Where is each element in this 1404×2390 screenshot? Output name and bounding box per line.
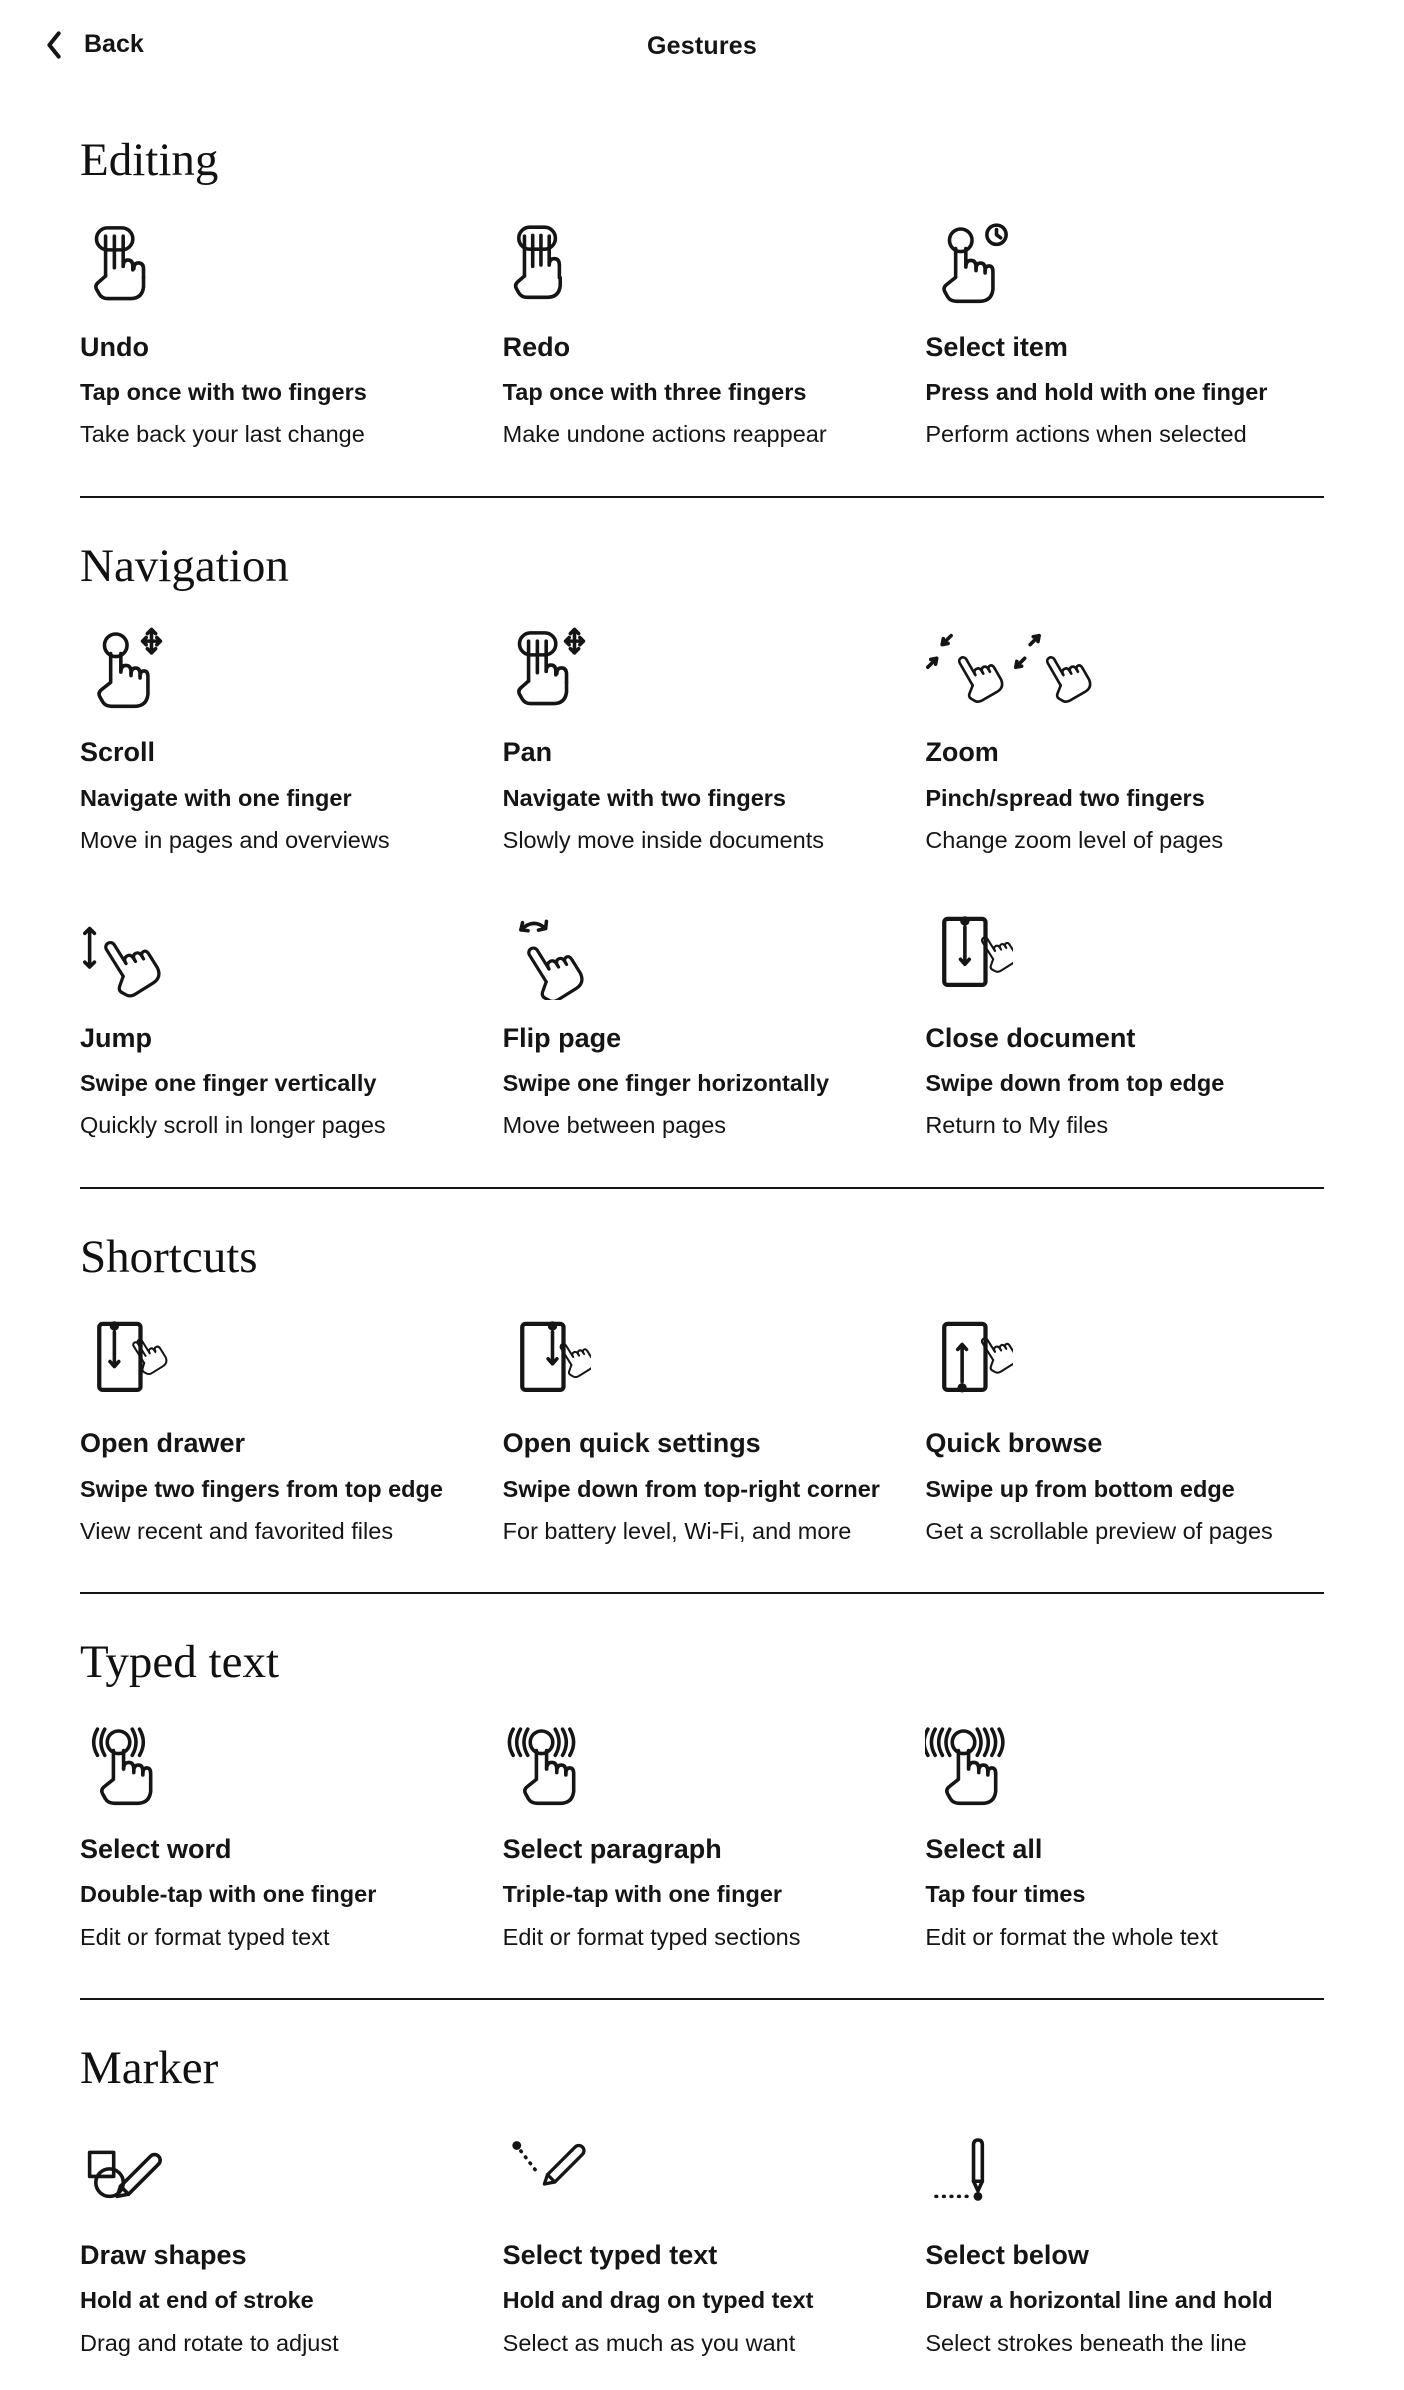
gesture-subtitle: Swipe one finger horizontally: [502, 1069, 830, 1096]
back-label: Back: [84, 30, 144, 58]
gesture-card-jump: [80, 912, 479, 1141]
section-divider: [80, 1592, 1324, 1594]
gesture-description: Get a scrollable preview of pages: [925, 1518, 1273, 1545]
gesture-subtitle: Hold at end of stroke: [80, 2287, 314, 2314]
gesture-grid: [80, 1723, 1324, 1952]
gesture-subtitle: Swipe one finger vertically: [80, 1069, 377, 1096]
tablet-two-finger-swipe-icon: [80, 1317, 479, 1415]
tablet-swipe-up-icon: [925, 1317, 1324, 1415]
pencil-drag-icon: [503, 2129, 902, 2227]
section-marker: [80, 2042, 1324, 2358]
gesture-description: For battery level, Wi-Fi, and more: [502, 1518, 852, 1545]
two-finger-move-icon: [503, 626, 902, 724]
three-finger-tap-icon: [503, 221, 902, 319]
gesture-card-select-typed-text: [503, 2129, 902, 2358]
tablet-corner-swipe-icon: [503, 1317, 902, 1415]
gesture-card-select-all: [925, 1723, 1324, 1952]
gesture-subtitle: Draw a horizontal line and hold: [925, 2287, 1273, 2314]
gesture-description: Slowly move inside documents: [502, 827, 824, 854]
page-title: Gestures: [647, 32, 757, 60]
one-finger-move-icon: [80, 626, 479, 724]
gesture-subtitle: Swipe down from top edge: [925, 1069, 1225, 1096]
gesture-title: Draw shapes: [80, 2239, 247, 2270]
gesture-description: Quickly scroll in longer pages: [80, 1112, 386, 1139]
gesture-grid: [80, 2129, 1324, 2358]
gesture-description: Move between pages: [502, 1112, 727, 1139]
back-chevron-icon: [44, 31, 64, 59]
gesture-description: View recent and favorited files: [80, 1518, 394, 1545]
press-hold-clock-icon: [925, 221, 1324, 319]
gesture-subtitle: Tap four times: [925, 1881, 1086, 1908]
gesture-title: Open drawer: [80, 1428, 246, 1459]
gesture-subtitle: Pinch/spread two fingers: [925, 784, 1205, 811]
gesture-card-select-below: [925, 2129, 1324, 2358]
section-shortcuts: [80, 1231, 1324, 1547]
gesture-title: Redo: [502, 331, 571, 362]
gesture-card-redo: [503, 221, 902, 450]
gesture-subtitle: Swipe two fingers from top edge: [80, 1475, 443, 1502]
gesture-description: Take back your last change: [80, 421, 365, 448]
back-button[interactable]: [44, 30, 144, 59]
gesture-subtitle: Navigate with one finger: [80, 784, 352, 811]
gesture-description: Edit or format typed sections: [502, 1923, 801, 1950]
pinch-spread-icon: [925, 626, 1324, 724]
section-heading: Navigation: [80, 539, 289, 592]
gesture-subtitle: Tap once with two fingers: [80, 379, 367, 406]
gesture-title: Quick browse: [925, 1428, 1103, 1459]
gesture-description: Change zoom level of pages: [925, 827, 1224, 854]
tablet-swipe-down-icon: [925, 912, 1324, 1010]
section-divider: [80, 1187, 1324, 1189]
gesture-description: Select as much as you want: [502, 2329, 796, 2356]
pencil-shapes-icon: [80, 2129, 479, 2227]
gesture-title: Close document: [925, 1022, 1136, 1053]
gesture-title: Jump: [80, 1022, 153, 1053]
gesture-title: Scroll: [80, 737, 156, 768]
gesture-subtitle: Tap once with three fingers: [502, 379, 807, 406]
gesture-description: Move in pages and overviews: [80, 827, 390, 854]
section-heading: Shortcuts: [80, 1230, 258, 1283]
gesture-card-pan: [503, 626, 902, 855]
gesture-title: Open quick settings: [502, 1428, 761, 1459]
section-heading: Editing: [80, 134, 219, 186]
gesture-title: Pan: [502, 737, 553, 768]
gesture-grid: [80, 626, 1324, 1140]
pencil-underline-icon: [925, 2129, 1324, 2227]
section-divider: [80, 1998, 1324, 2000]
double-tap-icon: [80, 1723, 479, 1821]
gesture-card-quick-browse: [925, 1317, 1324, 1546]
gesture-title: Select below: [925, 2239, 1089, 2270]
gesture-grid: [80, 221, 1324, 450]
gesture-title: Zoom: [925, 737, 999, 768]
section-heading: Marker: [80, 2042, 219, 2095]
gesture-description: Drag and rotate to adjust: [80, 2329, 339, 2356]
gesture-description: Select strokes beneath the line: [925, 2329, 1247, 2356]
gesture-card-select-paragraph: [503, 1723, 902, 1952]
gesture-description: Make undone actions reappear: [502, 421, 827, 448]
gesture-subtitle: Press and hold with one finger: [925, 379, 1268, 406]
gesture-subtitle: Swipe down from top-right corner: [502, 1475, 880, 1502]
gesture-subtitle: Triple-tap with one finger: [502, 1881, 783, 1908]
gesture-description: Edit or format the whole text: [925, 1923, 1218, 1950]
gesture-subtitle: Swipe up from bottom edge: [925, 1475, 1235, 1502]
gesture-card-select-item: [925, 221, 1324, 450]
gesture-title: Flip page: [502, 1022, 622, 1053]
gesture-card-scroll: [80, 626, 479, 855]
two-finger-tap-icon: [80, 221, 479, 319]
gesture-card-flip-page: [503, 912, 902, 1141]
triple-tap-icon: [503, 1723, 902, 1821]
gesture-title: Select paragraph: [502, 1834, 722, 1865]
gesture-card-close-document: [925, 912, 1324, 1141]
quadruple-tap-icon: [925, 1723, 1324, 1821]
gesture-card-select-word: [80, 1723, 479, 1952]
gesture-card-draw-shapes: [80, 2129, 479, 2358]
content: [80, 134, 1324, 2358]
swipe-vertical-icon: [80, 912, 479, 1010]
gesture-subtitle: Hold and drag on typed text: [502, 2287, 814, 2314]
gesture-title: Undo: [80, 331, 149, 362]
gesture-grid: [80, 1317, 1324, 1546]
gesture-card-undo: [80, 221, 479, 450]
gesture-card-open-drawer: [80, 1317, 479, 1546]
gesture-subtitle: Double-tap with one finger: [80, 1881, 377, 1908]
section-navigation: [80, 540, 1324, 1141]
top-bar: [0, 0, 1404, 76]
gesture-description: Return to My files: [925, 1112, 1109, 1139]
section-heading: Typed text: [80, 1636, 280, 1689]
section-typed-text: [80, 1636, 1324, 1952]
gesture-title: Select all: [925, 1834, 1043, 1865]
gesture-card-open-quick-settings: [503, 1317, 902, 1546]
gesture-title: Select typed text: [502, 2239, 718, 2270]
section-divider: [80, 496, 1324, 498]
swipe-horizontal-icon: [503, 912, 902, 1010]
gesture-description: Perform actions when selected: [925, 421, 1247, 448]
gesture-title: Select word: [80, 1834, 232, 1865]
gesture-card-zoom: [925, 626, 1324, 855]
gesture-subtitle: Navigate with two fingers: [502, 784, 786, 811]
gesture-description: Edit or format typed text: [80, 1923, 330, 1950]
section-editing: [80, 134, 1324, 450]
gesture-title: Select item: [925, 331, 1068, 362]
